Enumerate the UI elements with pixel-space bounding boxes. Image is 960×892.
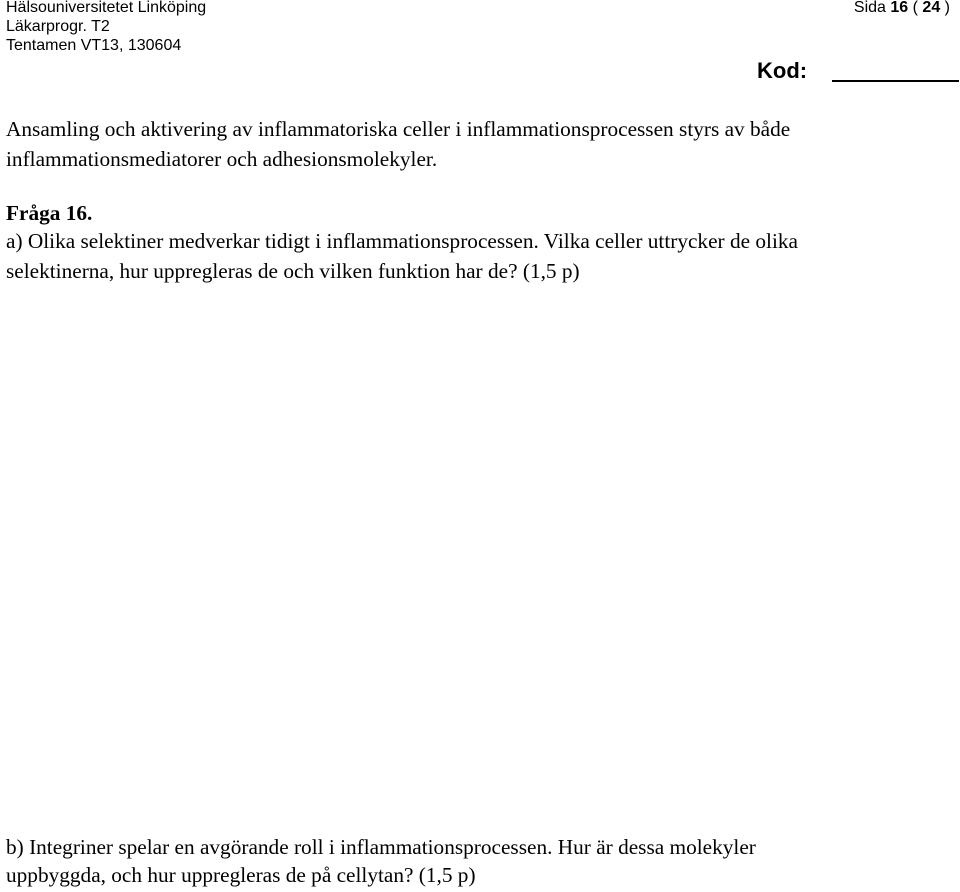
page-number	[854, 0, 950, 17]
kod-answer-line	[832, 80, 959, 82]
header-exam: Tentamen VT13, 130604	[6, 37, 182, 54]
page-current: 16	[890, 0, 909, 16]
intro-line-1: Ansamling och aktivering av inflammatoriska celler i inflammationsprocessen styrs av både	[6, 117, 791, 141]
question-title: Fråga 16.	[6, 201, 93, 225]
kod-label: Kod:	[757, 58, 808, 83]
header-program: Läkarprogr. T2	[6, 18, 110, 35]
page-close-paren: )	[944, 0, 950, 16]
question-b-line-2: uppbyggda, och hur uppregleras de på cellytan? (1,5 p)	[6, 863, 476, 887]
intro-line-2: inflammationsmediatorer och adhesionsmolekyler.	[6, 147, 438, 171]
question-a-line-1: a) Olika selektiner medverkar tidigt i inflammationsprocessen. Vilka celler uttrycker de olika	[6, 229, 798, 253]
page-prefix: Sida	[853, 0, 886, 16]
header-institution: Hälsouniversitetet Linköping	[6, 0, 207, 16]
question-a-line-2: selektinerna, hur uppregleras de och vilken funktion har de? (1,5 p)	[6, 259, 580, 283]
question-b-line-1: b) Integriner spelar en avgörande roll i inflammationsprocessen. Hur är dessa molekyler	[6, 835, 756, 859]
page-open-paren: (	[912, 0, 918, 16]
page-total: 24	[922, 0, 941, 16]
